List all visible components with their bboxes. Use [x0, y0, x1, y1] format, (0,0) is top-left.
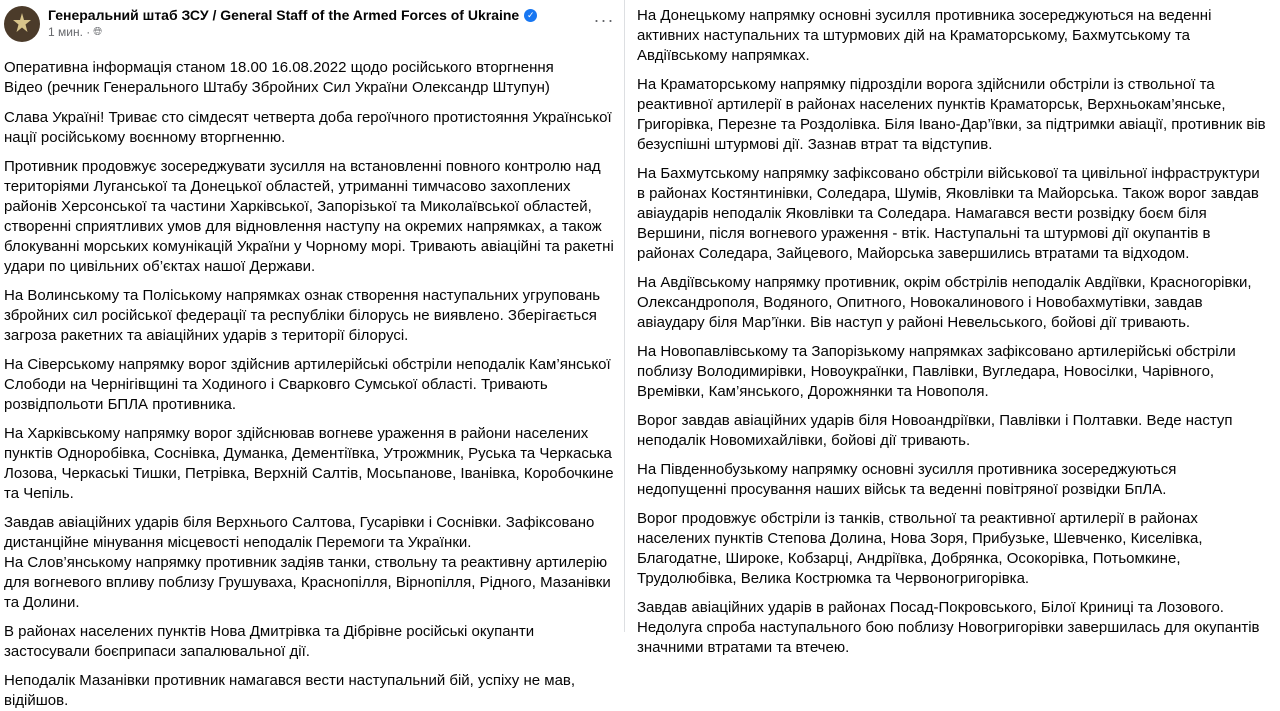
- post-paragraph: Завдав авіаційних ударів біля Верхнього Салтова, Гусарівки і Соснівки. Зафіксовано дистанційне мінування місцевості неподалік Перемоги та Українки. На Слов’янському напрямку противник задіяв танки, ствольну та реактивну артилерію для вогневого впливу поблизу Грушуваха, Краснопілля, Вірнопілля, Рідного, Мазанівки та Долини.: [4, 514, 611, 611]
- post-paragraph: На Бахмутському напрямку зафіксовано обстріли військової та цивільної інфраструктури в районах Костянтинівки, Соледара, Шумів, Яковлівки та Майорська. Також ворог завдав авіаударів неподалік Яковлівки та Соледара. Намагався вести розвідку боєм біля Вершини, після вогневого ураження - втік. Наступальні та штурмові дії окупантів в районах Соледара, Зайцевого, Майорська завершились втратами та відходом.: [637, 165, 1260, 262]
- post-header: [4, 0, 624, 50]
- page-title-text[interactable]: Генеральний штаб ЗСУ / General Staff of the Armed Forces of Ukraine: [48, 7, 520, 23]
- intro-line: Оперативна інформація станом 18.00 16.08.2022 щодо російського вторгнення: [4, 59, 554, 76]
- post-paragraph: В районах населених пунктів Нова Дмитрівка та Дібрівне російські окупанти застосували боєприпаси запалювальної дії.: [4, 623, 535, 660]
- post-paragraph: На Донецькому напрямку основні зусилля противника зосереджуються на веденні активних наступальних та штурмових дій на Краматорському, Бахмутському та Авдіївському напрямках.: [637, 7, 1212, 64]
- post-meta: 1 мин. · 🌐︎: [48, 25, 103, 39]
- post-paragraph: Ворог продовжує обстріли із танків, ствольної та реактивної артилерії в районах населених пунктів Степова Долина, Нова Зоря, Прибузьке, Шевченко, Киселівка, Благодатне, Широке, Кобзарці, Андріївка, Добрянка, Осокорівка, Потьомкине, Трудолюбівка, Велика Кострюмка та Червоногригорівка.: [637, 510, 1203, 587]
- post-header-text: [48, 6, 590, 40]
- post-body-left: [4, 108, 624, 711]
- emblem-icon: [9, 11, 35, 37]
- globe-icon: 🌐︎: [93, 26, 103, 38]
- post-paragraph: На Харківському напрямку ворог здійснював вогневе ураження в райони населених пунктів Одноробівка, Соснівка, Думанка, Дементіївка, Утрожмник, Руська та Черкаська Лозова, Черкаські Тишки, Петрівка, Верхній Салтів, Мосьпанове, Іванівка, Коробочкине та Чепіль.: [4, 425, 614, 502]
- post-paragraph: На Новопавлівському та Запорізькому напрямках зафіксовано артилерійські обстріли поблизу Володимирівки, Новоукраїнки, Павлівки, Вугледара, Новосілки, Чарівного, Времівки, Кам’янського, Дорожнянки та Новополя.: [637, 343, 1236, 400]
- post-column-left: [0, 0, 624, 709]
- more-options-button[interactable]: ···: [593, 9, 615, 30]
- post-column-right: [624, 0, 1280, 656]
- post-paragraph: На Сіверському напрямку ворог здійснив артилерійські обстріли неподалік Кам’янської Слободи на Чернігівщині та Ходиного і Сварковго Сумської області. Тривають розвідпольоти БПЛА противника.: [4, 356, 611, 413]
- post-intro: [4, 58, 624, 98]
- post-paragraph: Противник продовжує зосереджувати зусилля на встановленні повного контролю над територіями Луганської та Донецької областей, утриманні тимчасово захоплених районів Херсонської та частини Харківської, Запорізької та Миколаївської областей, створенні сприятливих умов для відновлення наступу на окремих напрямках, а також блокуванні морських комунікацій України у Чорному морі. Тривають авіаційні та ракетні удари по цивільних об’єктах нашої Держави.: [4, 158, 614, 275]
- post-paragraph: Неподалік Мазанівки противник намагався вести наступальний бій, успіху не мав, відійшов.: [4, 672, 576, 709]
- post-paragraph: На Краматорському напрямку підрозділи ворога здійснили обстріли із ствольної та реактивної артилерії в районах населених пунктів Краматорськ, Верхньокам’янське, Григорівка, Перезне та Роздолівка. Біля Івано-Дар’ївки, за підтримки авіації, противник вів безуспішні штурмові дії. Зазнав втрат та відступив.: [637, 76, 1266, 153]
- post-paragraph: Ворог завдав авіаційних ударів біля Новоандріївки, Павлівки і Полтавки. Веде наступ неподалік Новомихайлівки, бойові дії тривають.: [637, 412, 1233, 449]
- post-body-right: [625, 0, 1280, 658]
- post-paragraph: На Південнобузькому напрямку основні зусилля противника зосереджуються недопущенні просування наших військ та веденні повітряної розвідки БпЛА.: [637, 461, 1177, 498]
- post-paragraph: На Волинському та Поліському напрямках ознак створення наступальних угруповань збройних сил російської федерації та республіки білорусь не виявлено. Зберігається загроза ракетних та авіаційних ударів з території білорусі.: [4, 287, 601, 344]
- intro-line: Відео (речник Генерального Штабу Збройних Сил України Олександр Штупун): [4, 79, 550, 96]
- page-avatar[interactable]: [4, 6, 40, 42]
- verified-badge-icon: ✓: [524, 9, 537, 22]
- post-paragraph: Слава Україні! Триває сто сімдесят четверта доба героїчного протистояння Української нації російському воєнному вторгненню.: [4, 109, 612, 146]
- post-paragraph: Завдав авіаційних ударів в районах Посад-Покровського, Білої Криниці та Лозового. Недолуга спроба наступального бою поблизу Новогригорівки завершилась для окупантів значними втратами та втечею.: [637, 599, 1260, 656]
- post-timestamp[interactable]: 1 мин.: [48, 25, 83, 39]
- post-paragraph: На Авдіївському напрямку противник, окрім обстрілів неподалік Авдіївки, Красногорівки, Олександрополя, Водяного, Опитного, Новокалинового і Новобахмутівки, завдав авіаудару біля Мар’їнки. Вів наступ у районі Невельського, бойові дії тривають.: [637, 274, 1252, 331]
- page-title[interactable]: [48, 6, 590, 24]
